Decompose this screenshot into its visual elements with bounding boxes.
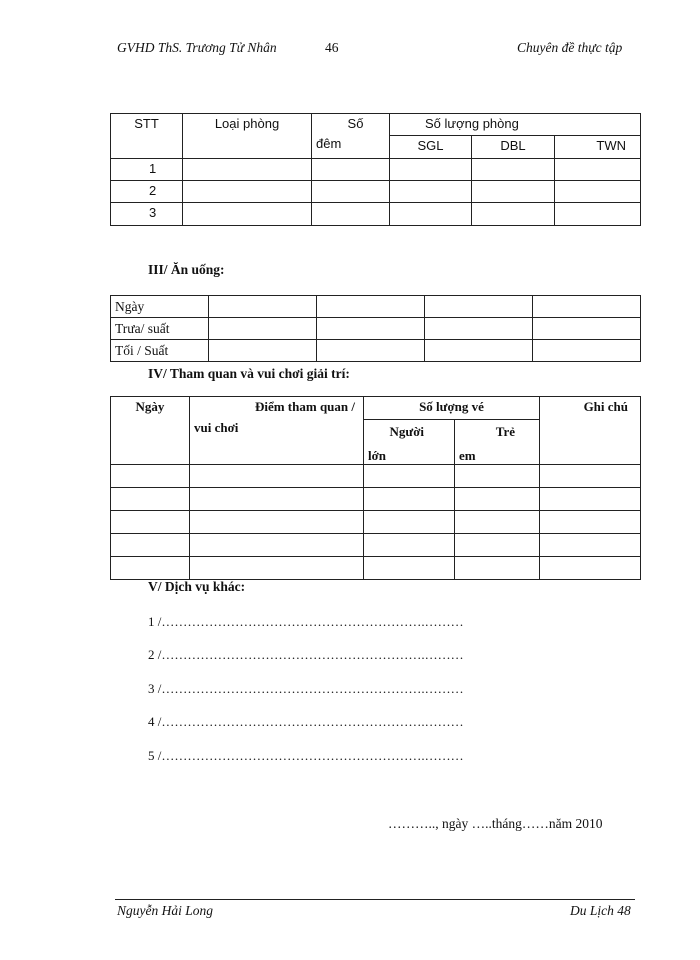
section-meals-title: III/ Ăn uống:: [148, 262, 225, 277]
meals-cell: [317, 318, 425, 340]
room-header-twn: TWN: [555, 136, 641, 159]
room-cell: [555, 159, 641, 181]
room-cell: [390, 181, 472, 203]
sight-header-adult: [364, 420, 455, 465]
room-cell: [390, 159, 472, 181]
section-sightseeing-title: IV/ Tham quan và vui chơi giải trí:: [148, 366, 350, 381]
date-line: ……….., ngày …..tháng……năm 2010: [388, 816, 603, 831]
sight-cell: [190, 557, 364, 580]
room-cell: [472, 181, 555, 203]
room-header-type: Loại phòng: [183, 114, 312, 159]
meals-cell: [209, 340, 317, 362]
meals-cell: [317, 340, 425, 362]
meals-row-label: Trưa/ suất: [111, 318, 209, 340]
other-service-line: 1 /…………………………………………………….………: [148, 614, 464, 629]
room-header-stt: STT: [111, 114, 183, 159]
sight-cell: [190, 534, 364, 557]
sight-cell: [455, 511, 540, 534]
meals-row-label: Tối / Suất: [111, 340, 209, 362]
meals-cell: [209, 296, 317, 318]
sight-cell: [540, 488, 641, 511]
sight-cell: [455, 534, 540, 557]
sight-header-tickets: Số lượng vé: [364, 397, 540, 420]
sight-cell: [455, 465, 540, 488]
sight-cell: [190, 488, 364, 511]
meals-cell: [425, 296, 533, 318]
sight-cell: [111, 534, 190, 557]
room-cell: [312, 203, 390, 226]
other-service-line: 3 /…………………………………………………….………: [148, 681, 464, 696]
sight-cell: [364, 534, 455, 557]
room-header-nights-line1: Số: [347, 116, 364, 131]
sight-cell: [364, 557, 455, 580]
meals-cell: [425, 318, 533, 340]
room-row-number: 1: [111, 159, 183, 181]
room-table: [110, 113, 641, 226]
room-cell: [555, 181, 641, 203]
sight-header-place-line2: vui chơi: [194, 420, 239, 435]
sight-header-note: Ghi chú: [540, 397, 641, 465]
room-cell: [472, 159, 555, 181]
other-service-line: 5 /…………………………………………………….………: [148, 748, 464, 763]
sight-cell: [540, 511, 641, 534]
sight-header-place: [190, 397, 364, 465]
header-doc-title: Chuyên đề thực tập: [517, 40, 623, 55]
room-header-qty: Số lượng phòng: [390, 114, 641, 136]
sight-header-adult-line2: lớn: [368, 448, 387, 463]
meals-cell: [533, 296, 641, 318]
other-service-line: 2 /…………………………………………………….………: [148, 647, 464, 662]
meals-cell: [533, 318, 641, 340]
meals-row-label: Ngày: [111, 296, 209, 318]
sight-cell: [190, 511, 364, 534]
sight-cell: [111, 557, 190, 580]
sight-header-place-line1: Điểm tham quan /: [254, 399, 355, 414]
room-cell: [183, 159, 312, 181]
sight-cell: [364, 465, 455, 488]
meals-cell: [425, 340, 533, 362]
sight-header-child: [455, 420, 540, 465]
section-other-services-title: V/ Dịch vụ khác:: [148, 579, 246, 594]
sight-header-adult-line1: Người: [389, 424, 424, 439]
room-row-number: 3: [111, 203, 183, 226]
room-cell: [472, 203, 555, 226]
meals-cell: [533, 340, 641, 362]
sight-cell: [111, 511, 190, 534]
room-cell: [312, 159, 390, 181]
sight-cell: [455, 488, 540, 511]
sight-header-day: Ngày: [111, 397, 190, 465]
sightseeing-table: [110, 396, 641, 580]
room-cell: [183, 203, 312, 226]
room-cell: [183, 181, 312, 203]
sight-cell: [540, 465, 641, 488]
room-cell: [312, 181, 390, 203]
other-service-line: 4 /…………………………………………………….………: [148, 714, 464, 729]
sight-header-child-line1: Trẻ: [495, 424, 515, 439]
room-cell: [390, 203, 472, 226]
footer-divider: [115, 899, 635, 900]
sight-cell: [364, 511, 455, 534]
room-header-sgl: SGL: [390, 136, 472, 159]
room-header-dbl: DBL: [472, 136, 555, 159]
meals-cell: [317, 296, 425, 318]
sight-cell: [111, 465, 190, 488]
room-header-nights-line2: đêm: [316, 136, 342, 151]
sight-cell: [455, 557, 540, 580]
sight-cell: [190, 465, 364, 488]
header-page-number: 46: [325, 40, 339, 55]
footer-page-label: Du Lịch 48: [570, 903, 631, 918]
header-advisor: GVHD ThS. Trương Tử Nhân: [117, 40, 277, 55]
sight-cell: [540, 534, 641, 557]
sight-cell: [540, 557, 641, 580]
room-header-nights: [312, 114, 390, 159]
sight-header-child-line2: em: [459, 448, 476, 463]
room-row-number: 2: [111, 181, 183, 203]
meals-cell: [209, 318, 317, 340]
room-cell: [555, 203, 641, 226]
sight-cell: [364, 488, 455, 511]
meals-table: [110, 295, 641, 362]
footer-author: Nguyễn Hải Long: [117, 903, 213, 918]
sight-cell: [111, 488, 190, 511]
